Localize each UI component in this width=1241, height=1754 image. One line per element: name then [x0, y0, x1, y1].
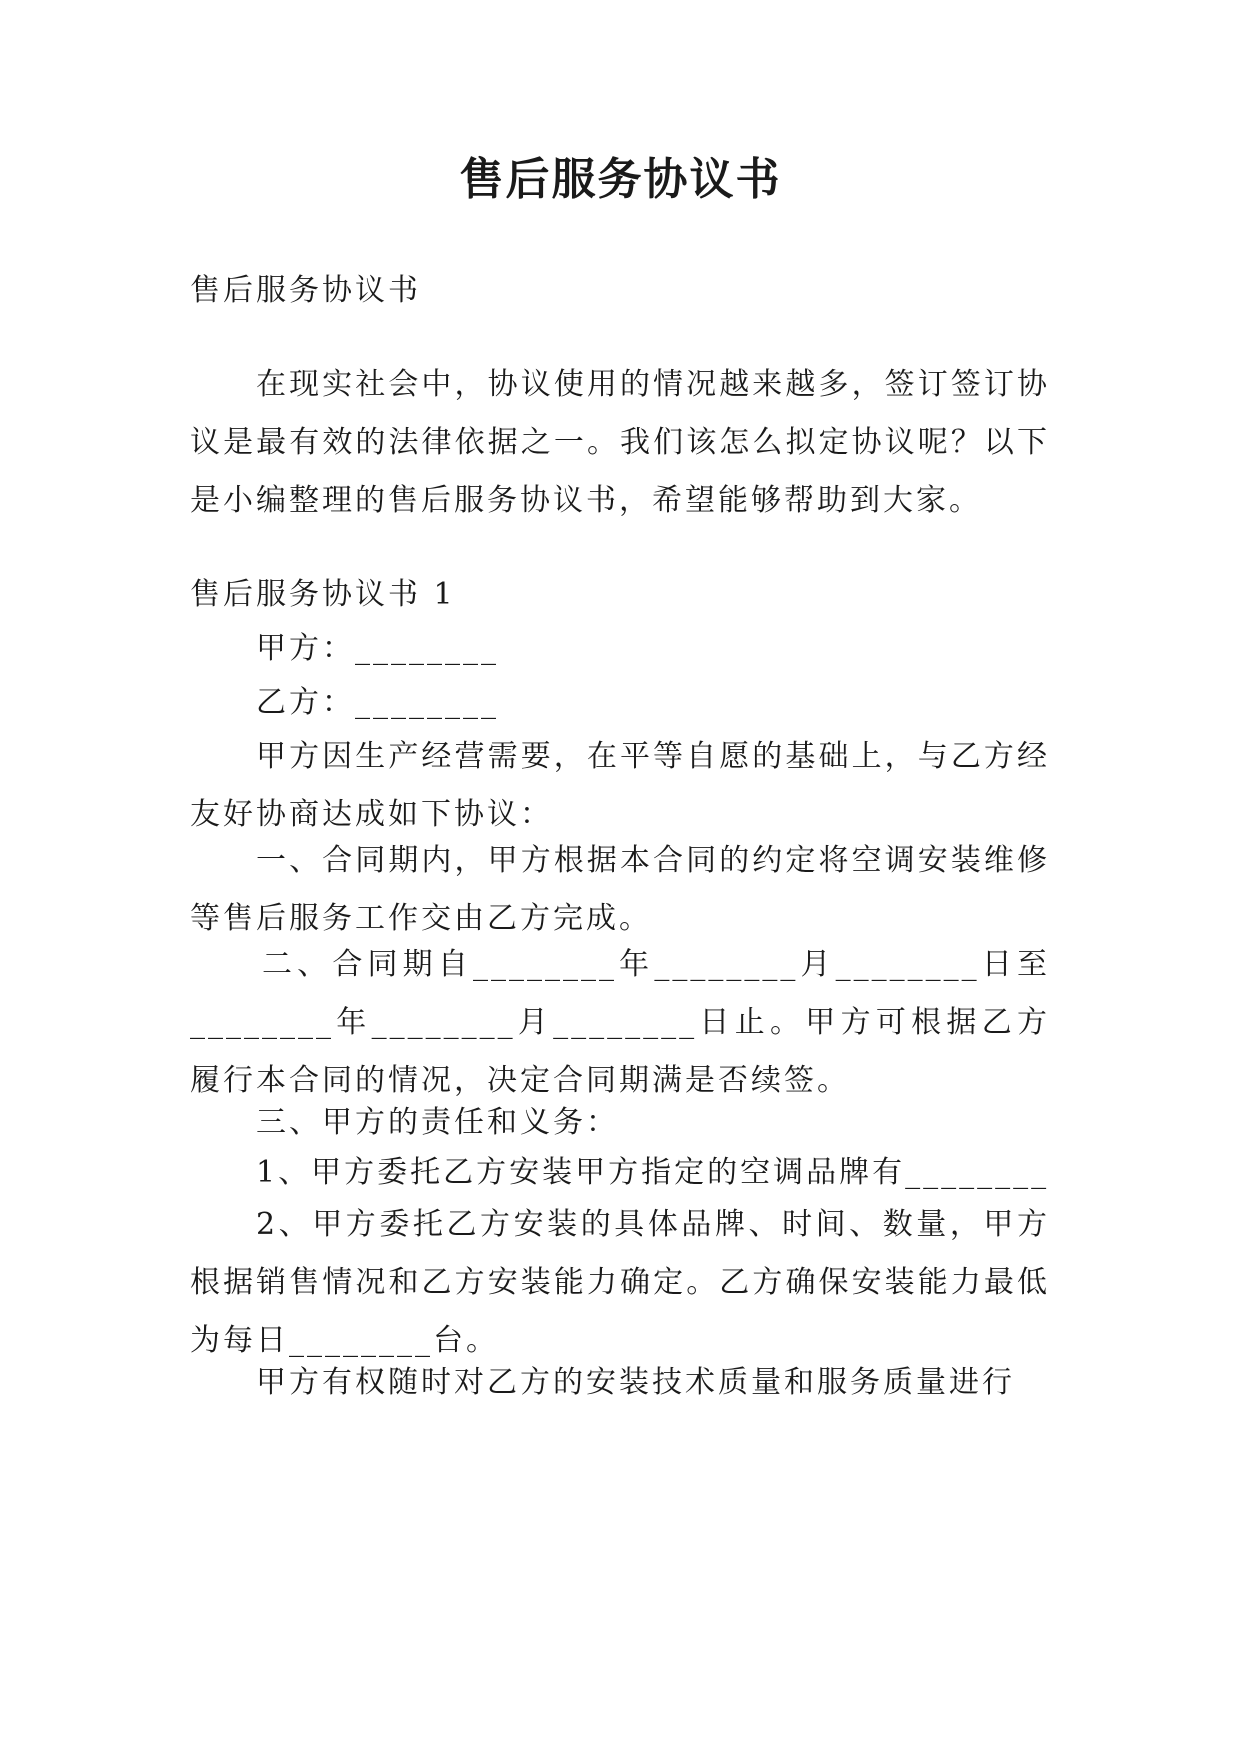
party-b-line: 乙方：________ — [256, 685, 499, 720]
document-subtitle: 售后服务协议书 — [190, 273, 421, 308]
clause-one: 一、合同期内，甲方根据本合同的约定将空调安装维修等售后服务工作交由乙方完成。 — [190, 843, 1050, 936]
clause-two: 二、合同期自________年________月________日至________年________月________日止。甲方可根据乙方履行本合同的情况，决定合同期满是否续签。 — [190, 947, 1050, 1098]
section-heading: 售后服务协议书 1 — [190, 577, 456, 612]
clause-three-item-2: 2、甲方委托乙方安装的具体品牌、时间、数量，甲方根据销售情况和乙方安装能力确定。乙方确保安装能力最低为每日________台。 — [190, 1207, 1050, 1358]
document-title: 售后服务协议书 — [459, 154, 782, 205]
clause-three-paragraph: 甲方有权随时对乙方的安装技术质量和服务质量进行 — [256, 1365, 1015, 1400]
paragraph-preamble: 甲方因生产经营需要，在平等自愿的基础上，与乙方经友好协商达成如下协议： — [190, 739, 1050, 832]
intro-paragraph: 在现实社会中，协议使用的情况越来越多，签订签订协议是最有效的法律依据之一。我们该怎么拟定协议呢？以下是小编整理的售后服务协议书，希望能够帮助到大家。 — [190, 367, 1050, 518]
clause-three-item-1: 1、甲方委托乙方安装甲方指定的空调品牌有________ — [256, 1155, 1050, 1190]
clause-three-heading: 三、甲方的责任和义务： — [256, 1105, 619, 1140]
party-a-line: 甲方：________ — [256, 631, 499, 666]
